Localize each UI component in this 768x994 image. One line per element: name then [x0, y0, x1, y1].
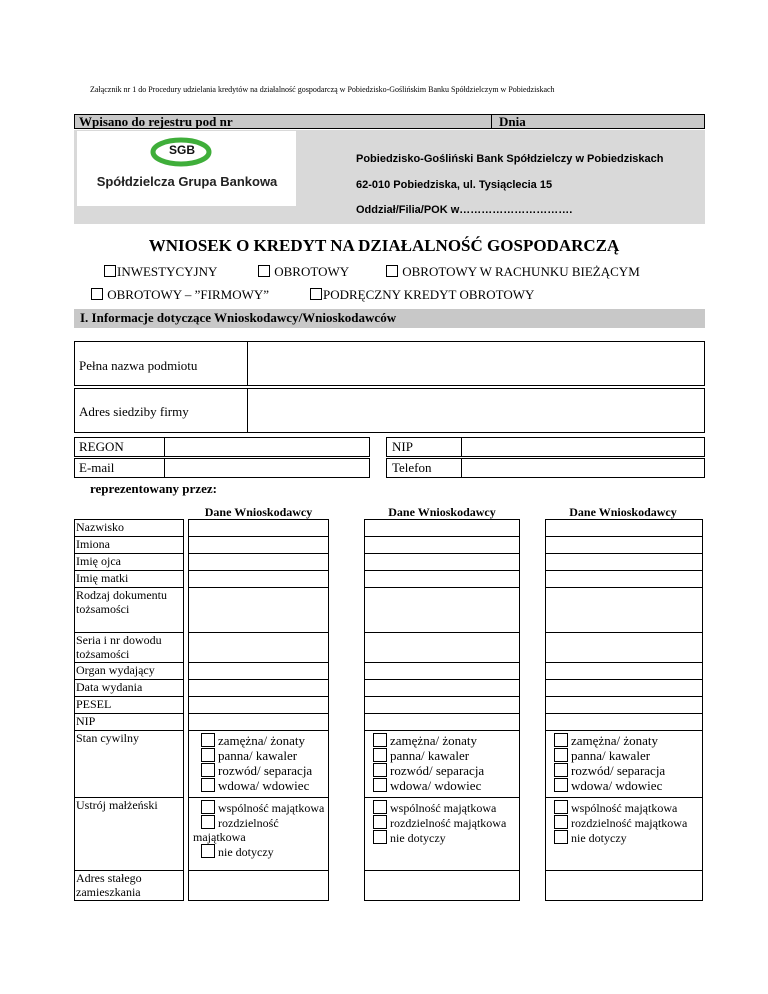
- input-cell[interactable]: [546, 697, 703, 714]
- bank-name: Pobiedzisko-Gośliński Bank Spółdzielczy w Pobiedziskach: [356, 153, 664, 165]
- marital-option[interactable]: wdowa/ wdowiec: [554, 778, 702, 793]
- input-cell[interactable]: [189, 663, 329, 680]
- applicant-row-labels: Nazwisko Imiona Imię ojca Imię matki Rodzaj dokumentu tożsamości Seria i nr dowodu tożsamości Organ wydający Data wydania PESEL NIP Stan cywilny Ustrój małżeński Adres stałego zamieszkania: [74, 519, 184, 901]
- input-cell[interactable]: [189, 680, 329, 697]
- phone-field[interactable]: [463, 459, 704, 477]
- checkbox-icon[interactable]: [554, 778, 568, 792]
- property-option[interactable]: nie dotyczy: [193, 844, 326, 859]
- marital-option[interactable]: rozwód/ separacja: [201, 763, 328, 778]
- input-cell[interactable]: [365, 697, 520, 714]
- input-cell[interactable]: [546, 871, 703, 901]
- input-cell[interactable]: [546, 633, 703, 663]
- marital-option[interactable]: rozwód/ separacja: [373, 763, 519, 778]
- loan-type-handy[interactable]: PODRĘCZNY KREDYT OBROTOWY: [310, 287, 534, 303]
- input-cell[interactable]: [365, 554, 520, 571]
- checkbox-icon[interactable]: [104, 265, 116, 277]
- input-cell[interactable]: [189, 633, 329, 663]
- input-cell[interactable]: [546, 537, 703, 554]
- section-applicant-info: I. Informacje dotyczące Wnioskodawcy/Wnioskodawców: [74, 309, 705, 328]
- input-cell[interactable]: [365, 871, 520, 901]
- property-option[interactable]: nie dotyczy: [369, 830, 517, 845]
- address-field[interactable]: [249, 390, 703, 431]
- input-cell[interactable]: [189, 588, 329, 633]
- checkbox-icon[interactable]: [373, 815, 387, 829]
- input-cell[interactable]: [189, 697, 329, 714]
- input-cell[interactable]: [546, 571, 703, 588]
- property-option[interactable]: rozdzielność majątkowa: [550, 815, 700, 830]
- marital-option[interactable]: panna/ kawaler: [201, 748, 328, 763]
- checkbox-icon[interactable]: [258, 265, 270, 277]
- bank-address: 62-010 Pobiedziska, ul. Tysiąclecia 15: [356, 179, 553, 191]
- input-cell[interactable]: [546, 714, 703, 731]
- input-cell[interactable]: [189, 571, 329, 588]
- full-name-field[interactable]: [249, 343, 703, 384]
- address-label: Adres siedziby firmy: [79, 404, 189, 419]
- input-cell[interactable]: [365, 537, 520, 554]
- annex-note: Załącznik nr 1 do Procedury udzielania kredytów na działalność gospodarczą w Pobiedzisko-Goślińskim Banku Spółdzielczym w Pobiedziskach: [90, 85, 555, 94]
- loan-type-investment[interactable]: INWESTYCYJNY: [104, 264, 217, 280]
- checkbox-icon[interactable]: [386, 265, 398, 277]
- marital-option[interactable]: rozwód/ separacja: [554, 763, 702, 778]
- checkbox-icon[interactable]: [201, 800, 215, 814]
- regon-label: REGON: [79, 439, 124, 454]
- form-title: WNIOSEK O KREDYT NA DZIAŁALNOŚĆ GOSPODARCZĄ: [148, 236, 620, 255]
- input-cell[interactable]: [365, 571, 520, 588]
- full-name-label: Pełna nazwa podmiotu: [79, 358, 198, 373]
- input-cell[interactable]: [189, 537, 329, 554]
- input-cell[interactable]: [365, 680, 520, 697]
- input-cell[interactable]: [189, 520, 329, 537]
- checkbox-icon[interactable]: [554, 748, 568, 762]
- input-cell[interactable]: [546, 680, 703, 697]
- applicant-header-1: Dane Wnioskodawcy: [204, 505, 313, 519]
- property-option[interactable]: nie dotyczy: [550, 830, 700, 845]
- property-option[interactable]: rozdzielność majątkowa: [369, 815, 517, 830]
- checkbox-icon[interactable]: [201, 844, 215, 858]
- input-cell[interactable]: [546, 588, 703, 633]
- checkbox-icon[interactable]: [373, 830, 387, 844]
- input-cell[interactable]: [365, 714, 520, 731]
- checkbox-icon[interactable]: [554, 763, 568, 777]
- checkbox-icon[interactable]: [201, 778, 215, 792]
- phone-label: Telefon: [392, 460, 432, 475]
- email-label: E-mail: [79, 460, 115, 475]
- checkbox-icon[interactable]: [373, 800, 387, 814]
- applicant-header-3: Dane Wnioskodawcy: [569, 505, 677, 519]
- input-cell[interactable]: [365, 588, 520, 633]
- bank-branch: Oddział/Filia/POK w………………………….: [356, 204, 573, 216]
- input-cell[interactable]: [189, 554, 329, 571]
- input-cell[interactable]: [546, 554, 703, 571]
- logo-name: Spółdzielcza Grupa Bankowa: [96, 174, 278, 189]
- registry-label: Wpisano do rejestru pod nr: [79, 114, 233, 129]
- input-cell[interactable]: [546, 663, 703, 680]
- checkbox-icon[interactable]: [554, 733, 568, 747]
- marital-option[interactable]: panna/ kawaler: [373, 748, 519, 763]
- applicant-column-3: [545, 519, 703, 901]
- checkbox-icon[interactable]: [91, 288, 103, 300]
- nip-field[interactable]: [463, 438, 704, 456]
- checkbox-icon[interactable]: [201, 763, 215, 777]
- logo-mark: SGB: [168, 143, 195, 157]
- marital-option[interactable]: zamężna/ żonaty: [554, 733, 702, 748]
- checkbox-icon[interactable]: [310, 288, 322, 300]
- loan-type-working[interactable]: OBROTOWY: [258, 264, 349, 280]
- checkbox-icon[interactable]: [554, 800, 568, 814]
- property-option[interactable]: wspólność majątkowa: [193, 800, 326, 815]
- applicant-header-2: Dane Wnioskodawcy: [388, 505, 496, 519]
- property-option[interactable]: wspólność majątkowa: [369, 800, 517, 815]
- represented-by: reprezentowany przez:: [90, 481, 217, 496]
- date-label: Dnia: [499, 114, 526, 129]
- email-field[interactable]: [166, 459, 369, 477]
- marital-option[interactable]: wdowa/ wdowiec: [201, 778, 328, 793]
- loan-type-overdraft[interactable]: OBROTOWY W RACHUNKU BIEŻĄCYM: [386, 264, 640, 280]
- property-option[interactable]: rozdzielność majątkowa: [193, 816, 279, 844]
- checkbox-icon[interactable]: [201, 733, 215, 747]
- checkbox-icon[interactable]: [554, 815, 568, 829]
- loan-type-firm[interactable]: OBROTOWY – ”FIRMOWY”: [91, 287, 269, 303]
- checkbox-icon[interactable]: [373, 778, 387, 792]
- applicant-column-2: [364, 519, 520, 901]
- checkbox-icon[interactable]: [201, 748, 215, 762]
- checkbox-icon[interactable]: [373, 733, 387, 747]
- marital-option[interactable]: panna/ kawaler: [554, 748, 702, 763]
- input-cell[interactable]: [365, 520, 520, 537]
- applicant-column-1: [188, 519, 329, 901]
- checkbox-icon[interactable]: [373, 748, 387, 762]
- input-cell[interactable]: [365, 633, 520, 663]
- checkbox-icon[interactable]: [373, 763, 387, 777]
- input-cell[interactable]: [189, 871, 329, 901]
- input-cell[interactable]: [546, 520, 703, 537]
- marital-option[interactable]: zamężna/ żonaty: [373, 733, 519, 748]
- property-option[interactable]: wspólność majątkowa: [550, 800, 700, 815]
- input-cell[interactable]: [189, 714, 329, 731]
- marital-option[interactable]: zamężna/ żonaty: [201, 733, 328, 748]
- checkbox-icon[interactable]: [554, 830, 568, 844]
- nip-label: NIP: [392, 439, 413, 454]
- marital-option[interactable]: wdowa/ wdowiec: [373, 778, 519, 793]
- checkbox-icon[interactable]: [201, 815, 215, 829]
- regon-field[interactable]: [166, 438, 369, 456]
- input-cell[interactable]: [365, 663, 520, 680]
